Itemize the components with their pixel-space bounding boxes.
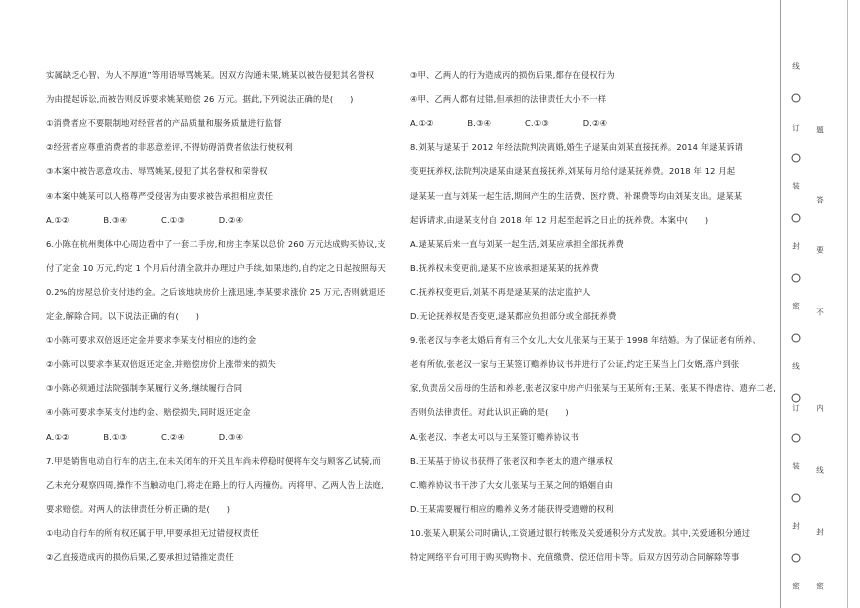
margin-char: 答 — [816, 195, 824, 205]
text-line: A.①② B.①③ C.②④ D.③④ — [46, 431, 244, 442]
text-line: 乙未充分观察四周,操作不当触动电门,将走在路上的行人丙撞伤。丙将甲、乙两人告上法庭, — [46, 479, 384, 490]
binding-circle-icon — [792, 214, 801, 223]
text-line: ②小陈可以要求李某双倍返还定金,并赔偿房价上涨带来的损失 — [46, 359, 276, 370]
text-line: A.①② B.③④ C.①③ D.②④ — [410, 118, 608, 129]
margin-char: 封 — [792, 521, 800, 531]
binding-circle-icon — [792, 494, 801, 503]
binding-circle-icon — [792, 94, 801, 103]
binding-circle-icon — [792, 434, 801, 443]
text-line: A.逯某某后来一直与刘某一起生活,刘某应承担全部抚养费 — [410, 238, 624, 249]
text-line: C.抚养权变更后,刘某不再是逯某某的法定监护人 — [410, 286, 591, 297]
margin-char: 要 — [816, 245, 824, 255]
text-line: ①电动自行车的所有权还属于甲,甲要承担无过错侵权责任 — [46, 527, 260, 538]
text-line: 老有所依,张老汉一家与王某签订赡养协议书并进行了公证,约定王某当上门女婿,落户到张 — [410, 359, 740, 370]
text-line: 家,负责岳父岳母的生活和养老,张老汉家中房产归张某与王某所有;王某、张某不得虐待、遗弃二老, — [410, 383, 777, 394]
binding-circle-icon — [792, 274, 801, 283]
binding-line — [780, 0, 781, 608]
margin-char: 密 — [816, 581, 824, 591]
binding-circle-icon — [792, 554, 801, 563]
text-line: 7.甲是销售电动自行车的店主,在未关闭车的开关且车尚未停稳时便将车交与顾客乙试骑,而 — [46, 455, 381, 466]
text-line: ③本案中被告恶意攻击、辱骂姚某,侵犯了其名誉权和荣誉权 — [46, 166, 268, 177]
binding-circle-icon — [792, 334, 801, 343]
margin-char: 订 — [792, 123, 800, 133]
text-line: 定金,解除合同。以下说法正确的有( ) — [46, 311, 200, 321]
margin-char: 装 — [792, 461, 800, 471]
text-line: 为由提起诉讼,而被告则反诉要求姚某赔偿 26 万元。据此,下列说法正确的是( ) — [46, 94, 354, 105]
text-line: 否则负法律责任。对此认识正确的是( ) — [410, 407, 569, 418]
binding-circle-icon — [792, 394, 801, 403]
margin-char: 密 — [792, 301, 800, 311]
text-line: ①小陈可要求双倍返还定金并要求李某支付相应的违约金 — [46, 335, 257, 346]
margin-char: 题 — [816, 125, 824, 135]
text-line: ①消费者应不要限制地对经营者的产品质量和服务质量进行监督 — [46, 118, 282, 129]
text-line: 特定网络平台可用于购买购物卡、充值缴费、偿还信用卡等。后双方因劳动合同解除等事 — [410, 552, 740, 562]
margin-char: 不 — [816, 307, 824, 317]
margin-char: 线 — [816, 465, 824, 475]
text-line: D.无论抚养权是否变更,逯某都应负担部分或全部抚养费 — [410, 311, 617, 321]
margin-char: 装 — [792, 181, 800, 191]
text-line: C.赡养协议书干涉了大女儿张某与王某之间的婚姻自由 — [410, 479, 614, 490]
text-line: 起诉请求,由逯某支付自 2018 年 12 月起至起诉之日止的抚养费。本案中( ) — [410, 214, 709, 225]
text-line: ④小陈可要求李某支付违约金、赔偿损失,同时返还定金 — [46, 407, 251, 418]
text-line: A.张老汉、李老太可以与王某签订赡养协议书 — [410, 431, 579, 442]
text-line: 10.张某入职某公司时确认,工资通过银行转账及关爱通积分方式发放。其中,关爱通积分通过 — [410, 527, 751, 538]
text-line: ③甲、乙两人的行为造成丙的损伤后果,都存在侵权行为 — [410, 70, 615, 80]
text-line: ③小陈必须通过法院强制李某履行义务,继续履行合同 — [46, 383, 243, 394]
text-line: 8.刘某与逯某于 2012 年经法院判决离婚,婚生子逯某由刘某直接抚养。2014 年逯某诉请 — [410, 142, 744, 153]
text-line: 逯某某一直与刘某一起生活,期间产生的生活费、医疗费、补课费等均由刘某支出。逯某某 — [410, 190, 743, 201]
margin-char: 线 — [792, 61, 800, 71]
margin-line — [847, 0, 848, 608]
text-line: 付了定金 10 万元,约定 1 个月后付清全款并办理过户手续,如果违约,自约定之日起按照每天 — [46, 262, 386, 273]
text-line: 实属缺乏心智、为人不厚道”等用语辱骂姚某。因双方沟通未果,姚某以被告侵犯其名誉权 — [46, 70, 375, 80]
text-line: B.王某基于协议书获得了张老汉和李老太的遗产继承权 — [410, 455, 613, 466]
text-line: ④甲、乙两人都有过错,但承担的法律责任大小不一样 — [410, 94, 607, 105]
margin-char: 订 — [792, 403, 800, 413]
text-line: D.王某需要履行相应的赡养义务才能获得受遗赠的权利 — [410, 503, 614, 514]
text-line: 6.小陈在杭州奥体中心周边看中了一套二手房,和房主李某以总价 260 万元达成购买协议,支 — [46, 238, 386, 249]
text-line: A.①② B.③④ C.①③ D.②④ — [46, 214, 244, 225]
margin-char: 封 — [792, 241, 800, 251]
text-line: 9.张老汉与李老太婚后育有三个女儿,大女儿张某与王某于 1998 年结婚。为了保证老有所养、 — [410, 335, 761, 346]
text-line: 0.2%的房屋总价支付违约金。之后该地块房价上涨迅速,李某要求涨价 25 万元,否则就退还 — [46, 286, 386, 297]
text-line: 变更抚养权,法院判决逯某由逯某直接抚养,刘某每月给付逯某抚养费。2018 年 12 月起 — [410, 166, 736, 177]
margin-char: 线 — [792, 361, 800, 371]
margin-char: 密 — [792, 581, 800, 591]
binding-circle-icon — [792, 154, 801, 163]
text-line: ②经营者应尊重消费者的非恶意差评,不得妨碍消费者依法行使权利 — [46, 142, 293, 153]
text-line: 要求赔偿。对两人的法律责任分析正确的是( ) — [46, 503, 231, 514]
margin-char: 封 — [816, 527, 824, 537]
text-line: ④本案中姚某可以人格尊严受侵害为由要求被告承担相应责任 — [46, 190, 274, 201]
margin-char: 内 — [816, 403, 824, 413]
text-line: ②乙直接造成丙的损伤后果,乙要承担过错推定责任 — [46, 552, 234, 562]
text-line: B.抚养权未变更前,逯某不应该承担逯某某的抚养费 — [410, 262, 599, 273]
